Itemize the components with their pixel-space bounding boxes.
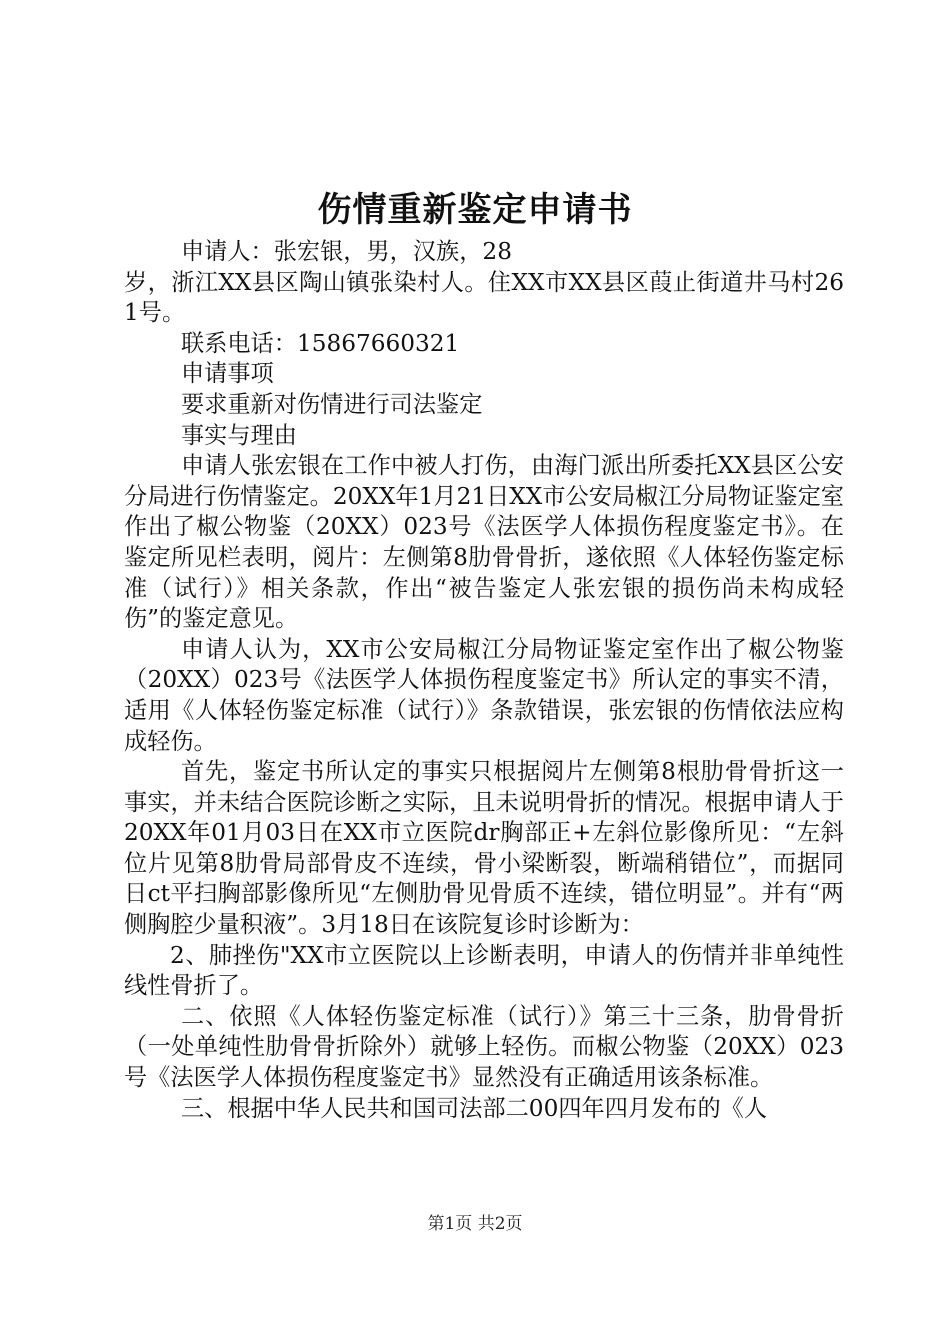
request-content: 要求重新对伤情进行司法鉴定 <box>181 390 483 418</box>
contact-phone: 联系电话：15867660321 <box>181 329 460 357</box>
document-body <box>124 237 844 1124</box>
diagnosis-paragraph: 2、肺挫伤"XX市立医院以上诊断表明，申请人的伤情并非单纯性线性骨折了。 <box>124 941 844 1000</box>
document-title: 伤情重新鉴定申请书 <box>317 190 633 230</box>
second-reason-paragraph: 二、依照《人体轻伤鉴定标准（试行）》第三十三条，肋骨骨折（一处单纯性肋骨骨折除外）就够上轻伤。而椒公物鉴（20XX）023号《法医学人体损伤程度鉴定书》显然没有正确适用该条标准。 <box>124 1002 844 1092</box>
page-number-footer: 第1页 共2页 <box>427 1214 523 1234</box>
applicant-address: 岁，浙江XX县区陶山镇张染村人。住XX市XX县区葭止街道井马村261号。 <box>124 268 844 327</box>
opinion-paragraph: 申请人认为，XX市公安局椒江分局物证鉴定室作出了椒公物鉴（20XX）023号《法医学人体损伤程度鉴定书》所认定的事实不清，适用《人体轻伤鉴定标准（试行）》条款错误，张宏银的伤情依法应构成轻伤。 <box>124 635 844 755</box>
first-reason-paragraph: 首先，鉴定书所认定的事实只根据阅片左侧第8根肋骨骨折这一事实，并未结合医院诊断之实际，且未说明骨折的情况。根据申请人于20XX年01月03日在XX市立医院dr胸部正+左斜位影像所见：“左斜位片见第8肋骨局部骨皮不连续，骨小梁断裂，断端稍错位”，而据同日ct平扫胸部影像所见“左侧肋骨见骨质不连续，错位明显”。并有“两侧胸腔少量积液”。3月18日在该院复诊时诊断为： <box>124 758 844 939</box>
applicant-line: 申请人：张宏银，男，汉族，28 <box>181 238 512 265</box>
third-reason-paragraph: 三、根据中华人民共和国司法部二00四年四月发布的《人 <box>181 1094 768 1122</box>
section-heading-facts: 事实与理由 <box>181 421 297 449</box>
facts-paragraph: 申请人张宏银在工作中被人打伤，由海门派出所委托XX县区公安分局进行伤情鉴定。20XX年1月21日XX市公安局椒江分局物证鉴定室作出了椒公物鉴（20XX）023号《法医学人体损伤程度鉴定书》。在鉴定所见栏表明，阅片：左侧第8肋骨骨折，遂依照《人体轻伤鉴定标准（试行）》相关条款，作出“被告鉴定人张宏银的损伤尚未构成轻伤”的鉴定意见。 <box>124 452 844 633</box>
section-heading-request: 申请事项 <box>181 360 274 388</box>
